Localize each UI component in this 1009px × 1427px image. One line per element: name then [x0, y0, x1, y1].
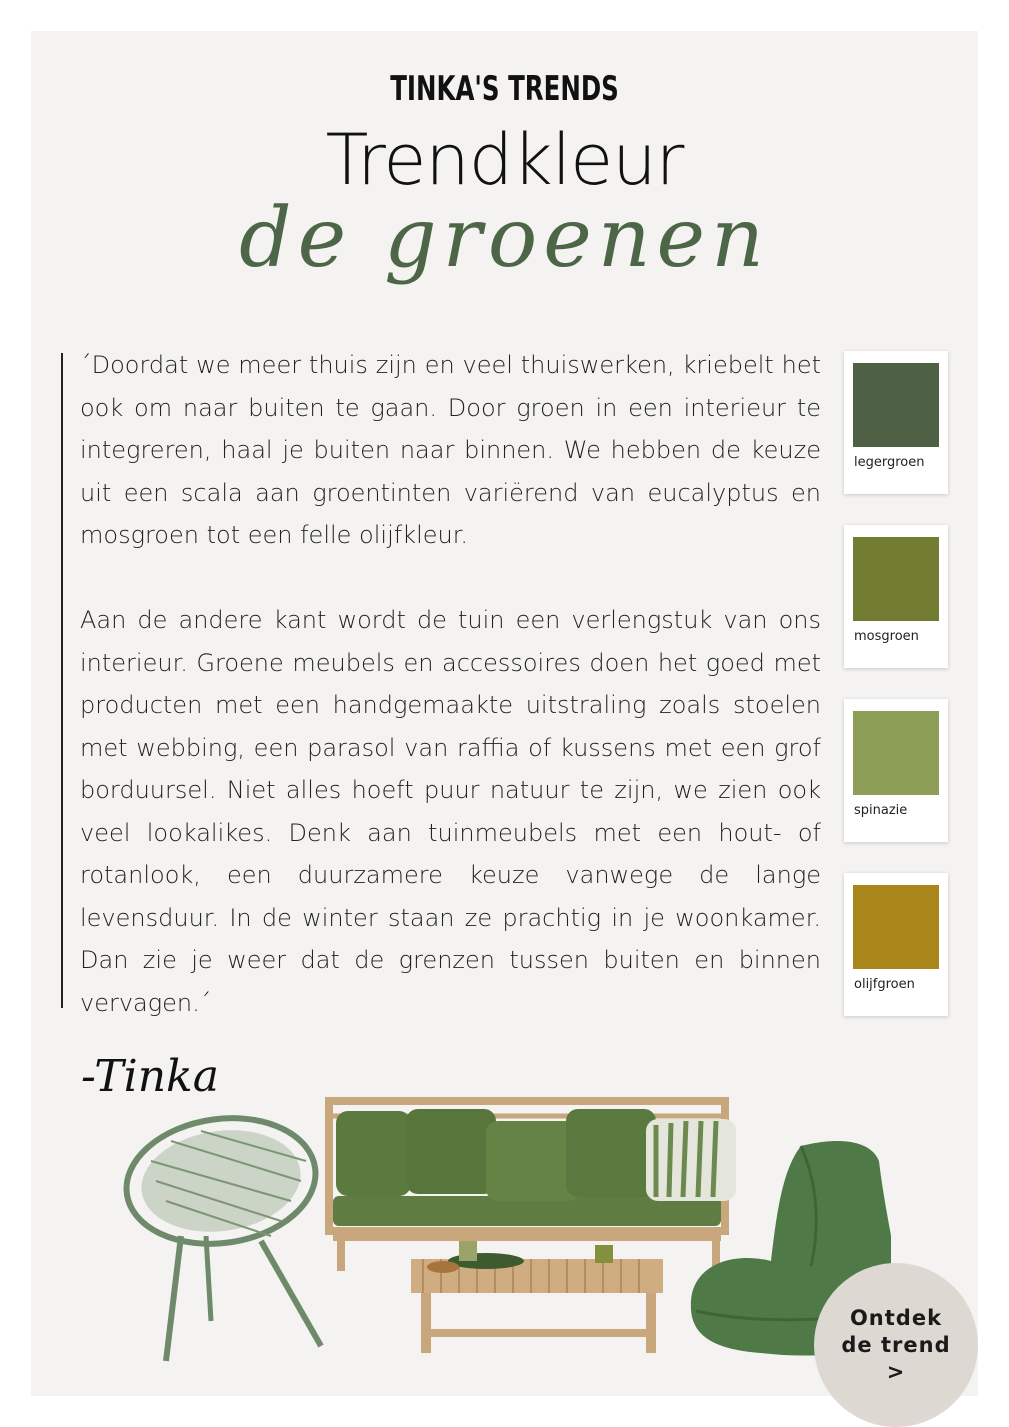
discover-trend-button[interactable] [814, 1263, 978, 1427]
swatch-legergroen [844, 351, 948, 494]
swatch-chip [853, 363, 939, 447]
swatch-chip [853, 711, 939, 795]
bamboo-sofa-illustration [329, 1101, 736, 1271]
article-body [80, 344, 821, 1024]
article-paragraph-2: Aan de andere kant wordt de tuin een verlengstuk van ons interieur. Groene meubels en accessoires doen het goed met producten met een handgemaakte uitstraling zoals stoelen met webbing, een parasol van raffia of kussens met een grof borduursel. Niet alles hoeft puur natuur te zijn, we zien ook veel lookalikes. Denk aan tuinmeubels met een hout- of rotanlook, een duurzamere keuze vanwege de lange levensduur. In de winter staan ze prachtig in je woonkamer. Dan zie je weer dat de grenzen tussen buiten en binnen vervagen.´ [80, 606, 821, 1017]
swatch-label: spinazie [854, 803, 908, 818]
kicker-title: TINKA'S TRENDS [390, 69, 619, 109]
quote-rule [61, 353, 63, 1008]
swatch-label: mosgroen [854, 629, 919, 644]
garden-furniture-image [111, 1061, 891, 1391]
page-title: Trendkleur [325, 119, 684, 201]
egg-chair-illustration [118, 1106, 323, 1361]
swatch-label: olijfgroen [854, 977, 915, 992]
swatch-chip [853, 885, 939, 969]
swatch-label: legergroen [854, 455, 925, 470]
swatch-mosgroen [844, 525, 948, 668]
page-card [31, 31, 978, 1396]
script-subtitle: de groenen [239, 191, 770, 286]
swatch-chip [853, 537, 939, 621]
swatch-olijfgroen [844, 873, 948, 1016]
swatch-spinazie [844, 699, 948, 842]
discover-trend-label: Ontdek de trend > [841, 1305, 951, 1384]
article-paragraph-1: ´Doordat we meer thuis zijn en veel thuiswerken, kriebelt het ook om naar buiten te gaan. Door groen in een interieur te integreren, haal je buiten naar binnen. We hebben de keuze uit een scala aan groentinten variërend van eucalyptus en mosgroen tot een felle olijfkleur. [80, 351, 821, 549]
signature: -Tinka [81, 1051, 219, 1102]
bamboo-table-illustration [411, 1241, 663, 1353]
